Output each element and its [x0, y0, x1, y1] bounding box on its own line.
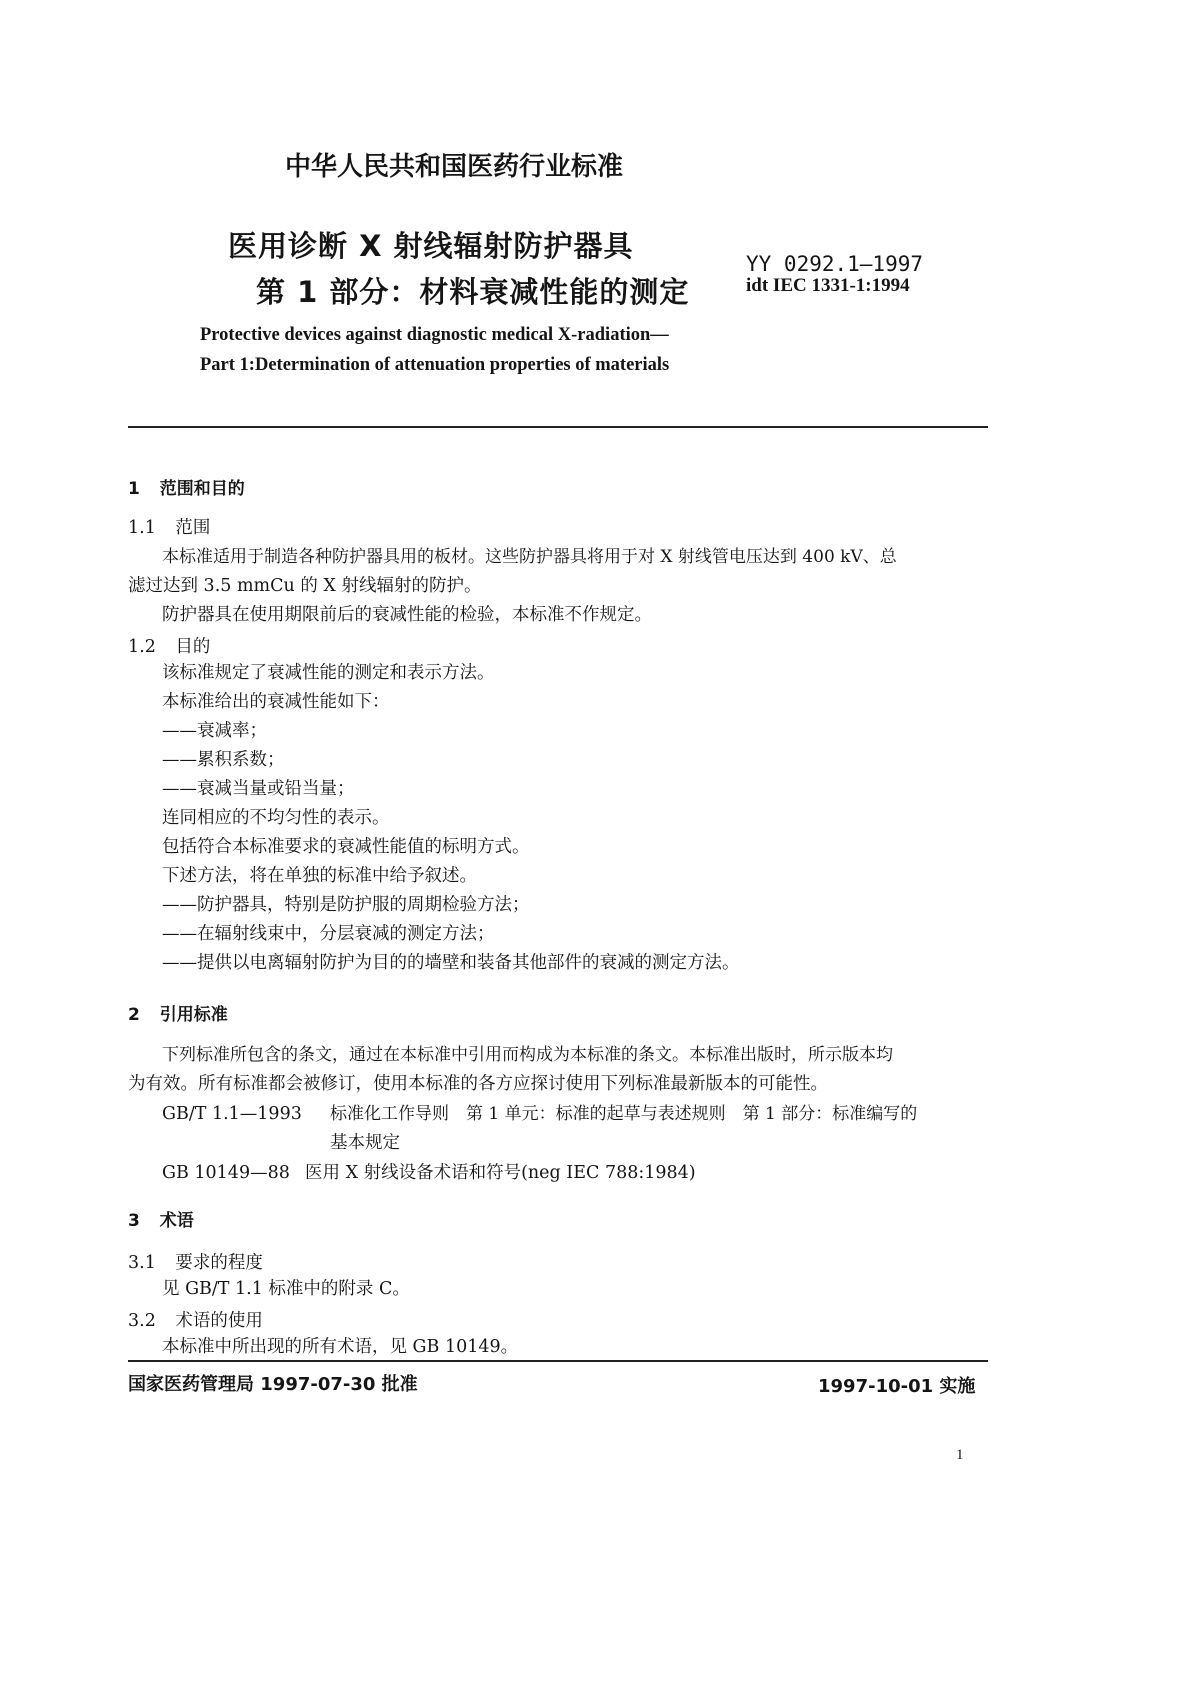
- subsection-1-2-heading: [128, 633, 210, 658]
- english-title-line1: Protective devices against diagnostic medical X-radiation—: [200, 325, 669, 345]
- subsection-number: 3.1: [128, 1253, 156, 1273]
- subsection-3-1-text: 见 GB/T 1.1 标准中的附录 C。: [162, 1279, 410, 1299]
- scope-paragraph-line2: 滤过达到 3.5 mmCu 的 X 射线辐射的防护。: [128, 576, 482, 596]
- scope-paragraph-line1: 本标准适用于制造各种防护器具用的板材。这些防护器具将用于对 X 射线管电压达到 400 kV、总: [162, 547, 897, 567]
- purpose-line: 连同相应的不均匀性的表示。: [162, 808, 390, 828]
- purpose-line: 该标准规定了衰减性能的测定和表示方法。: [162, 663, 495, 683]
- section-title: 引用标准: [159, 1005, 228, 1025]
- doc-title-line2: 第 1 部分：材料衰减性能的测定: [256, 275, 690, 309]
- purpose-line: ——衰减当量或铅当量；: [162, 779, 355, 799]
- reference-title: 医用 X 射线设备术语和符号(neg IEC 788:1984): [305, 1163, 696, 1183]
- scope-paragraph-2: 防护器具在使用期限前后的衰减性能的检验，本标准不作规定。: [162, 605, 652, 625]
- reference-code: GB/T 1.1—1993: [162, 1104, 302, 1124]
- section-1-heading: [128, 474, 245, 499]
- normative-refs-paragraph-line1: 下列标准所包含的条文，通过在本标准中引用而构成为本标准的条文。本标准出版时，所示版本均: [162, 1045, 893, 1065]
- reference-title-line2: 基本规定: [330, 1133, 400, 1153]
- purpose-line: ——提供以电离辐射防护为目的的墙壁和装备其他部件的衰减的测定方法。: [162, 953, 740, 973]
- subsection-title: 目的: [175, 637, 211, 657]
- section-number: 2: [128, 1005, 140, 1025]
- reference-code: GB 10149—88: [162, 1163, 290, 1183]
- purpose-line: ——防护器具，特别是防护服的周期检验方法；: [162, 895, 530, 915]
- purpose-line: 本标准给出的衰减性能如下：: [162, 692, 390, 712]
- section-number: 1: [128, 479, 140, 499]
- subsection-3-1-heading: [128, 1249, 263, 1274]
- subsection-1-1-heading: [128, 514, 210, 539]
- subsection-number: 1.1: [128, 518, 156, 538]
- subsection-3-2-heading: [128, 1307, 263, 1332]
- purpose-line: 下述方法，将在单独的标准中给予叙述。: [162, 866, 477, 886]
- subsection-title: 范围: [175, 518, 211, 538]
- reference-title-line1: 标准化工作导则 第 1 单元：标准的起草与表述规则 第 1 部分：标准编写的: [330, 1104, 918, 1124]
- doc-title-line1: 医用诊断 X 射线辐射防护器具: [228, 229, 634, 263]
- section-number: 3: [128, 1211, 140, 1231]
- footer-divider: [128, 1360, 988, 1362]
- subsection-number: 3.2: [128, 1311, 156, 1331]
- english-title-line2: Part 1:Determination of attenuation properties of materials: [200, 355, 670, 375]
- section-title: 术语: [159, 1211, 194, 1231]
- header-divider: [128, 426, 988, 428]
- org-title: 中华人民共和国医药行业标准: [285, 152, 624, 182]
- purpose-line: ——衰减率；: [162, 721, 267, 741]
- idt-reference: idt IEC 1331-1:1994: [746, 275, 910, 296]
- subsection-3-2-text: 本标准中所出现的所有术语，见 GB 10149。: [162, 1337, 519, 1357]
- page-number: 1: [956, 1447, 964, 1463]
- normative-refs-paragraph-line2: 为有效。所有标准都会被修订，使用本标准的各方应探讨使用下列标准最新版本的可能性。: [128, 1074, 828, 1094]
- section-2-heading: [128, 1000, 228, 1025]
- subsection-title: 术语的使用: [175, 1311, 263, 1331]
- section-title: 范围和目的: [159, 479, 245, 499]
- subsection-number: 1.2: [128, 637, 156, 657]
- subsection-title: 要求的程度: [175, 1253, 263, 1273]
- section-3-heading: [128, 1206, 194, 1231]
- approval-statement: 国家医药管理局 1997-07-30 批准: [128, 1374, 418, 1395]
- effective-date: 1997-10-01 实施: [818, 1376, 976, 1397]
- standard-number: YY 0292.1—1997: [746, 252, 924, 276]
- purpose-line: ——累积系数；: [162, 750, 285, 770]
- purpose-line: 包括符合本标准要求的衰减性能值的标明方式。: [162, 837, 530, 857]
- purpose-line: ——在辐射线束中，分层衰减的测定方法；: [162, 924, 495, 944]
